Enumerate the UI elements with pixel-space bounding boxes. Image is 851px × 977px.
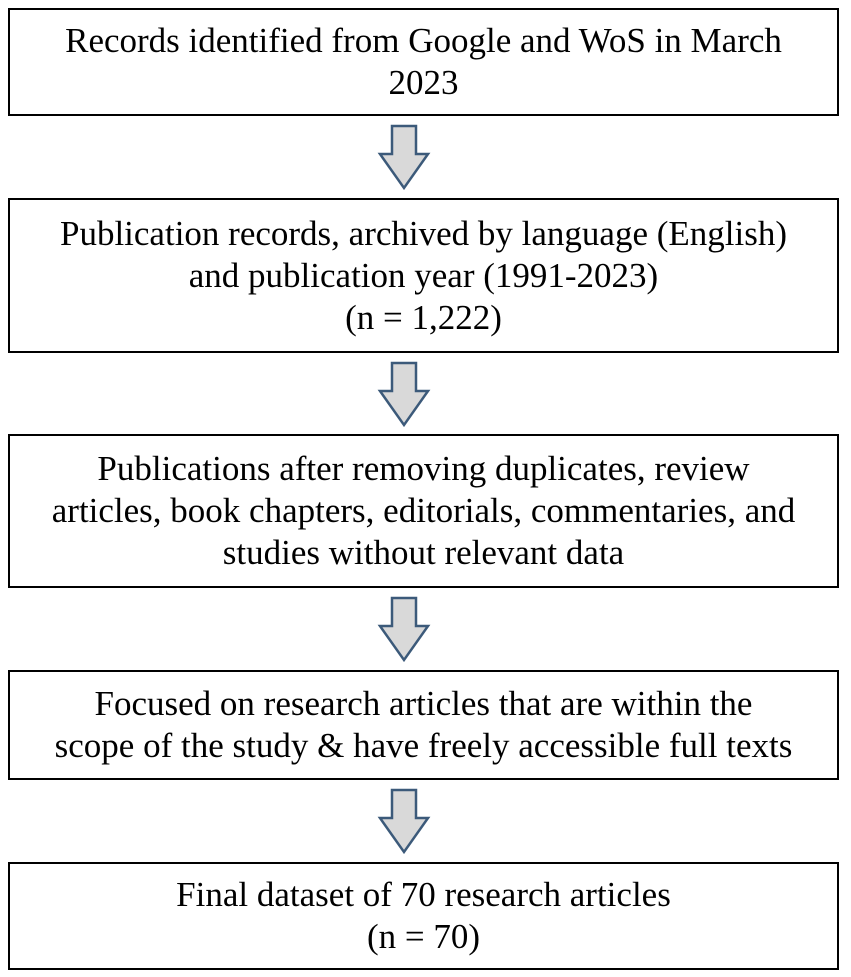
down-arrow-icon [378, 361, 430, 427]
step-2-line-3: (n = 1,222) [345, 297, 502, 337]
step-4-line-1: Focused on research articles that are within the [94, 684, 753, 723]
step-3-line-2: articles, book chapters, editorials, commentaries, and [51, 491, 796, 530]
step-4-line-2: scope of the study & have freely accessible full texts [54, 726, 793, 765]
step-1-line-2: 2023 [388, 63, 459, 102]
step-5-line-1: Final dataset of 70 research articles [176, 875, 671, 914]
step-box-5 [8, 862, 839, 970]
step-box-4 [8, 670, 839, 780]
step-3-line-3: studies without relevant data [222, 533, 625, 572]
down-arrow-icon [378, 596, 430, 662]
step-box-1 [8, 8, 839, 116]
down-arrow-icon [378, 788, 430, 854]
step-2-line-2: and publication year (1991-2023) [188, 255, 659, 295]
step-box-2 [8, 198, 839, 353]
down-arrow-icon [378, 124, 430, 190]
step-5-line-2: (n = 70) [366, 917, 481, 956]
step-1-line-1: Records identified from Google and WoS in March [65, 21, 782, 60]
step-box-3 [8, 434, 839, 588]
step-2-line-1: Publication records, archived by language (English) [59, 213, 787, 253]
step-3-line-1: Publications after removing duplicates, review [97, 449, 750, 488]
